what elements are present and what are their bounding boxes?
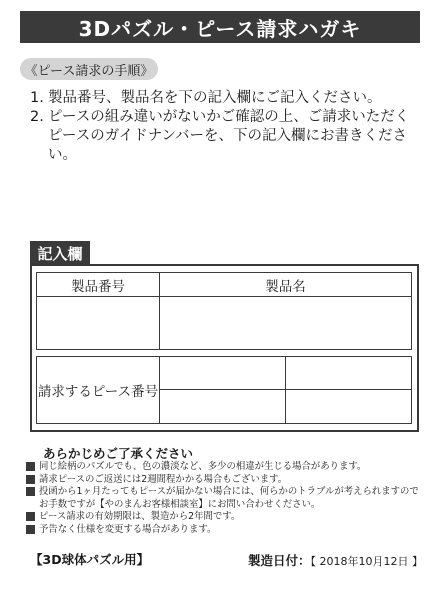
instruction-number: 1. [30,90,44,106]
instruction-text: 製品番号、製品名を下の記入欄にご記入ください。 [48,90,382,106]
notice-title: あらかじめご了承ください [43,446,194,461]
piece-number-field[interactable] [286,390,412,423]
bullet-square-icon [26,487,35,496]
piece-number-label: 請求するピース番号 [37,357,160,423]
bullet-square-icon [26,512,35,521]
piece-number-field[interactable] [160,357,286,390]
notice-list [26,461,441,537]
product-number-header: 製品番号 [37,273,160,297]
notice-item [26,524,441,537]
instruction-item [30,108,435,165]
product-number-field[interactable] [37,297,160,349]
notice-text: 請求ピースのご返送には2週間程かかる場合もございます。 [39,473,288,485]
notice-text: 同じ絵柄のパズルでも、色の濃淡など、多少の相違が生じる場合があります。 [39,461,367,472]
page-title: 3Dパズル・ピース請求ハガキ [20,11,420,43]
bullet-spacer [26,500,35,509]
entry-form-label: 記入欄 [30,241,90,265]
product-name-header: 製品名 [160,273,411,297]
notice-text: 投函から1ヶ月たってもピースが届かない場合には、何らかのトラブルが考えられますので [39,486,419,498]
notice-item [26,486,441,499]
manufacture-date [248,551,423,569]
instructions [30,89,435,165]
notice-item [26,511,441,524]
instruction-text: ピースの組み違いがないかご確認の上、ご請求いただく ピースのガイドナンバーを、下の記入欄にお書きください。 [48,109,410,163]
product-table [36,272,412,350]
bullet-square-icon [26,475,35,484]
section-heading: 《ピース請求の手順》 [20,58,158,80]
piece-number-field[interactable] [286,357,412,390]
instruction-number: 2. [30,109,44,125]
bullet-square-icon [26,462,35,471]
product-name-field[interactable] [160,297,411,349]
product-type-label: 【3D球体パズル用】 [30,552,150,567]
notice-text: 予告なく仕様を変更する場合があります。 [39,523,217,535]
notice-item [26,499,441,512]
instruction-item [30,89,435,108]
notice-text: お手数ですが【やのまんお客様相談室】にお問い合わせください。 [39,498,321,510]
manufacture-date-value: 【 2018年10月12日 】 [310,555,423,568]
piece-number-field[interactable] [160,390,286,423]
piece-table [36,356,412,424]
notice-item [26,474,441,487]
bullet-square-icon [26,525,35,534]
notice-item [26,461,441,474]
manufacture-date-label: 製造日付： [248,553,311,568]
notice-text: ピース請求の有効期限は、製造から2年間です。 [39,511,241,523]
